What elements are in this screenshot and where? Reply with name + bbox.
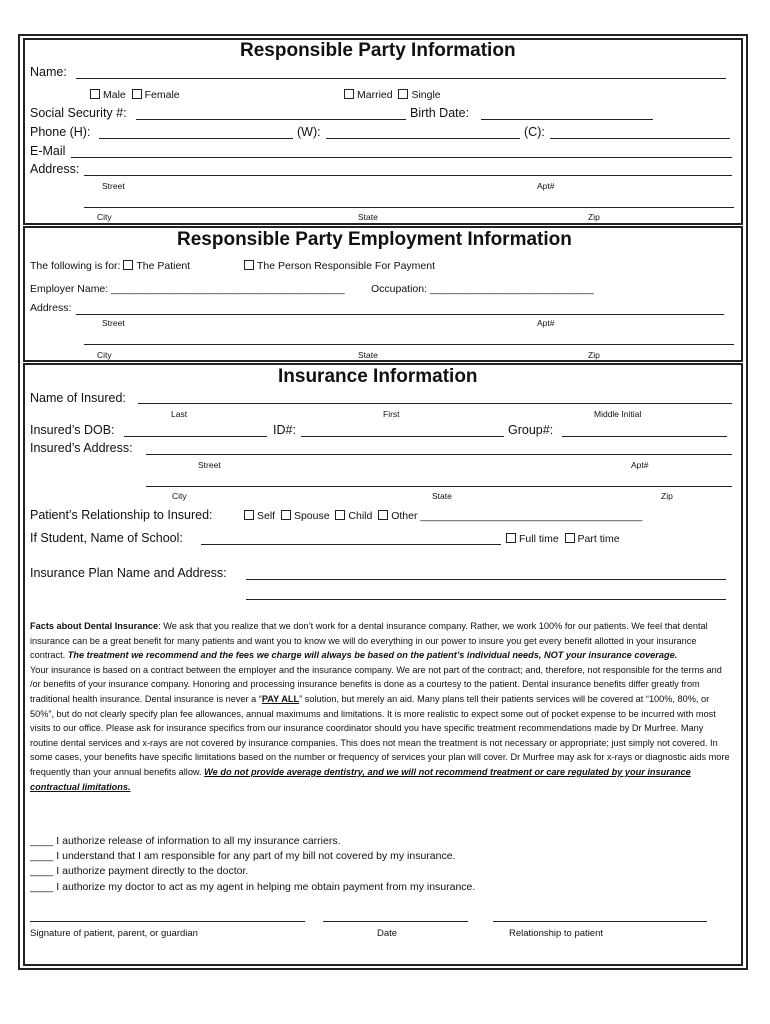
insured-address-label: Insured’s Address: — [30, 441, 133, 455]
street-field[interactable] — [84, 175, 732, 176]
employer-address-label: Address: — [30, 302, 72, 314]
responsible-party-section — [23, 38, 743, 225]
insured-street-field[interactable] — [146, 454, 732, 455]
school-label: If Student, Name of School: — [30, 531, 183, 545]
female-checkbox[interactable] — [132, 89, 142, 99]
full-time-label: Full time — [519, 533, 559, 545]
insured-state-caption: State — [432, 491, 452, 501]
plan-field-line1[interactable] — [246, 579, 726, 580]
part-time-checkbox[interactable] — [565, 533, 575, 543]
apt-caption: Apt# — [537, 181, 555, 191]
employer-state-caption: State — [358, 350, 378, 360]
insured-name-label: Name of Insured: — [30, 391, 126, 405]
facts-p2-text-a: Your insurance is based on a contract between the employer and the insurance company. We are not part of the contract; and, therefore, not responsible for the terms and /or benefits of your insurance company. Honoring and processing insurance benefits is done as a courtesy to the patient. Dental insurance benefits differ greatly from traditional health insurance. Dental insurance is never a “ — [30, 664, 722, 704]
group-label: Group#: — [508, 423, 554, 437]
authorization-payment[interactable]: ____ I authorize payment directly to the doctor. — [30, 865, 249, 877]
spouse-checkbox[interactable] — [281, 510, 291, 520]
first-caption: First — [383, 409, 400, 419]
street-caption: Street — [102, 181, 125, 191]
facts-p1-text: : We ask that you realize that we don’t work for a dental insurance company. Rather, we work 100% for our patients. We feel that dental insurance can be a great benefit for many patients and want you to know we will do everything in our power to insure you get every benefit allotted in your insurance contract. — [30, 621, 708, 661]
phone-cell-field[interactable] — [550, 138, 730, 139]
insured-dob-label: Insured’s DOB: — [30, 423, 115, 437]
employer-street-caption: Street — [102, 318, 125, 328]
facts-paragraph-2 — [30, 663, 730, 794]
other-label: Other ______________________________________ — [391, 510, 643, 522]
state-caption: State — [358, 212, 378, 222]
facts-p2-text-b: ” solution, but merely an aid. Many plans tell their patients services will be covered at “100%, 80%, or 50%”, but do not clearly specify plan fee allowances, annual maximums and limitations. It is more realistic to expect some out of pocket expense to be incurred with most visits to our office. Please ask for insurance specifics from our insurance coordinator should you have specific treatment recommendations made by Dr Murfree. Many routine dental services and x-rays are not covered by insurance companies. This does not mean the treatment is not necessary or appropriate; just simply not covered. In some cases, your benefits have specific limitations based on the number or frequency of services your plan will cover. Dr Murfree may ask for x-rays or diagnostic aids more frequently than your annual benefits allow. — [30, 693, 730, 777]
phone-cell-label: (C): — [524, 125, 545, 139]
email-field[interactable] — [71, 157, 732, 158]
patient-checkbox[interactable] — [123, 260, 133, 270]
insurance-title: Insurance Information — [278, 366, 478, 387]
patient-option-label: The Patient — [136, 260, 191, 272]
self-checkbox[interactable] — [244, 510, 254, 520]
facts-heading: Facts about Dental Insurance — [30, 621, 159, 631]
name-field[interactable] — [76, 78, 726, 79]
insured-apt-caption: Apt# — [631, 460, 649, 470]
responsible-checkbox[interactable] — [244, 260, 254, 270]
city-state-zip-field[interactable] — [84, 207, 734, 208]
single-checkbox[interactable] — [398, 89, 408, 99]
gender-options — [90, 89, 180, 101]
facts-p1-emphasis: The treatment we recommend and the fees we charge will always be based on the patient’s individual needs, NOT your insurance coverage. — [67, 650, 678, 661]
insured-name-field[interactable] — [138, 403, 732, 404]
id-label: ID#: — [273, 423, 296, 437]
married-label: Married — [357, 89, 393, 101]
ssn-label: Social Security #: — [30, 106, 127, 120]
part-time-label: Part time — [577, 533, 620, 545]
insured-city-state-zip-field[interactable] — [146, 486, 732, 487]
middle-caption: Middle Initial — [594, 409, 642, 419]
insured-zip-caption: Zip — [661, 491, 673, 501]
pay-all-text: PAY ALL — [261, 693, 300, 704]
id-field[interactable] — [301, 436, 504, 437]
following-for-label: The following is for: — [30, 260, 121, 272]
signature-field[interactable] — [30, 921, 305, 922]
phone-work-label: (W): — [297, 125, 321, 139]
phone-work-field[interactable] — [326, 138, 520, 139]
relationship-label: Patient’s Relationship to Insured: — [30, 508, 213, 522]
married-checkbox[interactable] — [344, 89, 354, 99]
employer-name-label[interactable]: Employer Name: ________________________________________ — [30, 283, 345, 295]
authorization-release[interactable]: ____ I authorize release of information to all my insurance carriers. — [30, 835, 341, 847]
male-checkbox[interactable] — [90, 89, 100, 99]
authorization-responsibility[interactable]: ____ I understand that I am responsible for any part of my bill not covered by my insurance. — [30, 850, 456, 862]
phone-home-label: Phone (H): — [30, 125, 91, 139]
zip-caption: Zip — [588, 212, 600, 222]
spouse-label: Spouse — [293, 510, 330, 522]
marital-options — [344, 89, 441, 101]
authorization-agent[interactable]: ____ I authorize my doctor to act as my agent in helping me obtain payment from my insurance. — [30, 881, 476, 893]
employer-zip-caption: Zip — [588, 350, 600, 360]
insured-street-caption: Street — [198, 460, 221, 470]
relationship-options — [244, 510, 642, 522]
name-label: Name: — [30, 65, 67, 79]
birth-date-field[interactable] — [481, 119, 653, 120]
group-field[interactable] — [562, 436, 727, 437]
employment-title: Responsible Party Employment Information — [177, 229, 572, 250]
date-field[interactable] — [323, 921, 468, 922]
last-caption: Last — [171, 409, 188, 419]
female-label: Female — [144, 89, 180, 101]
date-label: Date — [377, 928, 398, 939]
employer-apt-caption: Apt# — [537, 318, 555, 328]
relationship-to-patient-label: Relationship to patient — [509, 928, 604, 939]
email-label: E-Mail — [30, 144, 66, 158]
plan-label: Insurance Plan Name and Address: — [30, 566, 227, 580]
responsible-party-title: Responsible Party Information — [240, 40, 516, 61]
insured-city-caption: City — [172, 491, 187, 501]
ssn-field[interactable] — [136, 119, 406, 120]
following-for-row — [30, 260, 190, 272]
male-label: Male — [103, 89, 126, 101]
address-label: Address: — [30, 162, 80, 176]
relationship-to-patient-field[interactable] — [493, 921, 707, 922]
responsible-option — [244, 260, 435, 272]
signature-label: Signature of patient, parent, or guardian — [30, 928, 198, 939]
school-field[interactable] — [201, 544, 501, 545]
employer-street-field[interactable] — [76, 314, 724, 315]
city-caption: City — [97, 212, 112, 222]
responsible-option-label: The Person Responsible For Payment — [257, 260, 436, 272]
other-checkbox[interactable] — [378, 510, 388, 520]
full-time-checkbox[interactable] — [506, 533, 516, 543]
phone-home-field[interactable] — [99, 138, 293, 139]
employer-city-caption: City — [97, 350, 112, 360]
dental-insurance-facts — [30, 619, 730, 794]
facts-p2-emphasis: We do not provide average dentistry, and we will not recommend treatment or care regulated by your insurance contractual limitations. — [30, 766, 691, 792]
insured-dob-field[interactable] — [124, 436, 267, 437]
child-label: Child — [348, 510, 373, 522]
employer-city-state-zip-field[interactable] — [84, 344, 734, 345]
single-label: Single — [411, 89, 441, 101]
plan-field-line2[interactable] — [246, 599, 726, 600]
child-checkbox[interactable] — [335, 510, 345, 520]
enrollment-options — [506, 533, 620, 545]
self-label: Self — [257, 510, 276, 522]
facts-paragraph-1 — [30, 619, 730, 663]
birth-date-label: Birth Date: — [410, 106, 470, 120]
occupation-label[interactable]: Occupation: ____________________________ — [371, 283, 594, 295]
